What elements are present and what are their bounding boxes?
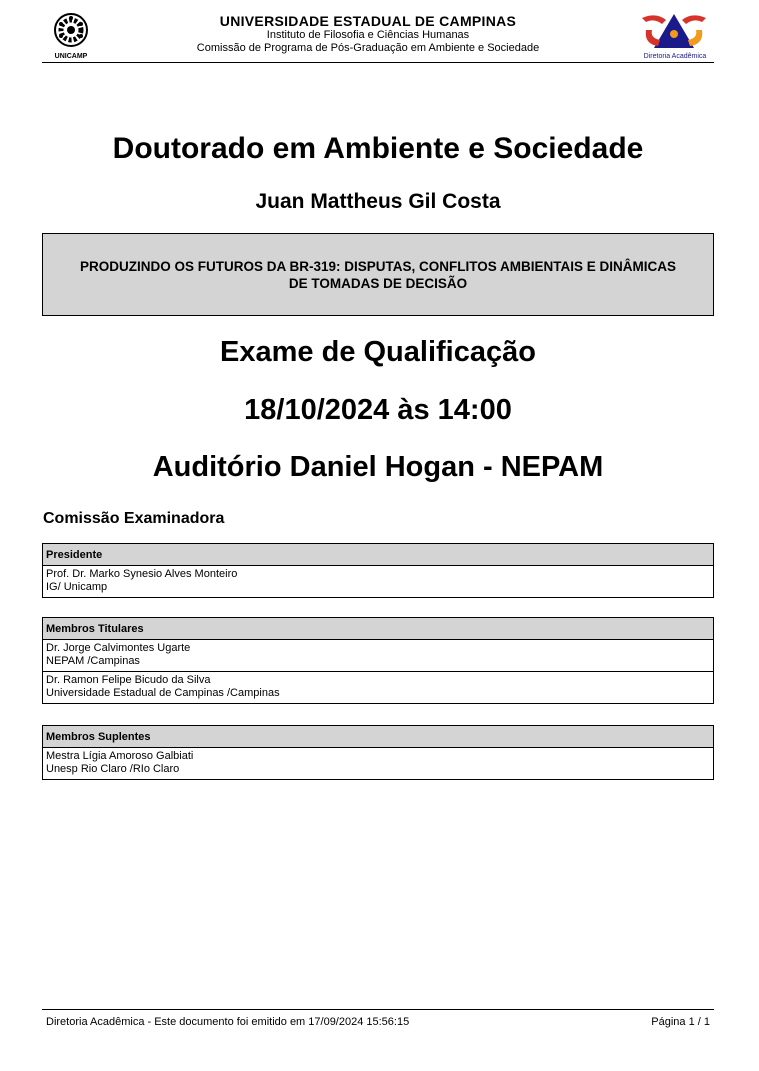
titular-header: Membros Titulares bbox=[43, 618, 714, 640]
commission-name: Comissão de Programa de Pós-Graduação em Ambiente e Sociedade bbox=[196, 42, 540, 54]
diretoria-academica-logo bbox=[636, 10, 712, 60]
member-affiliation: Unesp Rio Claro /RIo Claro bbox=[46, 763, 180, 775]
member-affiliation: Universidade Estadual de Campinas /Campinas bbox=[46, 687, 280, 699]
institute-name: Instituto de Filosofia e Ciências Humanas bbox=[266, 29, 470, 41]
table-row bbox=[43, 640, 714, 672]
member-affiliation: IG/ Unicamp bbox=[46, 581, 108, 593]
diretoria-logo-label: Diretoria Acadêmica bbox=[643, 53, 707, 60]
member-name: Prof. Dr. Marko Synesio Alves Monteiro bbox=[46, 568, 238, 580]
member-name: Dr. Ramon Felipe Bicudo da Silva bbox=[46, 674, 211, 686]
thesis-box bbox=[42, 233, 714, 316]
thesis-title: PRODUZINDO OS FUTUROS DA BR-319: DISPUTAS, CONFLITOS AMBIENTAIS E DINÂMICAS DE TOMADAS DE DECISÃO bbox=[79, 258, 677, 291]
student-name: Juan Mattheus Gil Costa bbox=[255, 190, 501, 213]
president-table bbox=[42, 543, 714, 598]
unicamp-logo-label: UNICAMP bbox=[54, 53, 88, 60]
exam-datetime: 18/10/2024 às 14:00 bbox=[244, 394, 512, 426]
titular-members-table bbox=[42, 617, 714, 704]
university-name: UNIVERSIDADE ESTADUAL DE CAMPINAS bbox=[219, 13, 517, 29]
substitutes-header: Membros Suplentes bbox=[43, 726, 714, 748]
issued-note: Diretoria Acadêmica - Este documento foi emitido em 17/09/2024 15:56:15 bbox=[46, 1016, 410, 1028]
unicamp-logo bbox=[48, 12, 94, 60]
member-affiliation: NEPAM /Campinas bbox=[46, 655, 140, 667]
exam-location: Auditório Daniel Hogan - NEPAM bbox=[152, 451, 604, 483]
table-row bbox=[43, 566, 714, 598]
substitute-members-table bbox=[42, 725, 714, 780]
program-title: Doutorado em Ambiente e Sociedade bbox=[112, 132, 644, 165]
member-name: Mestra Lígia Amoroso Galbiati bbox=[46, 750, 194, 762]
header-text bbox=[102, 13, 634, 55]
president-header: Presidente bbox=[43, 544, 714, 566]
document-header bbox=[42, 10, 714, 63]
table-row bbox=[43, 748, 714, 780]
unicamp-emblem-icon bbox=[48, 12, 94, 52]
dac-emblem-icon bbox=[636, 10, 712, 50]
member-name: Dr. Jorge Calvimontes Ugarte bbox=[46, 642, 191, 654]
committee-heading: Comissão Examinadora bbox=[43, 510, 225, 527]
page-number: Página 1 / 1 bbox=[651, 1016, 710, 1028]
exam-type: Exame de Qualificação bbox=[220, 336, 536, 368]
table-row bbox=[43, 672, 714, 704]
document-footer bbox=[42, 1009, 714, 1028]
